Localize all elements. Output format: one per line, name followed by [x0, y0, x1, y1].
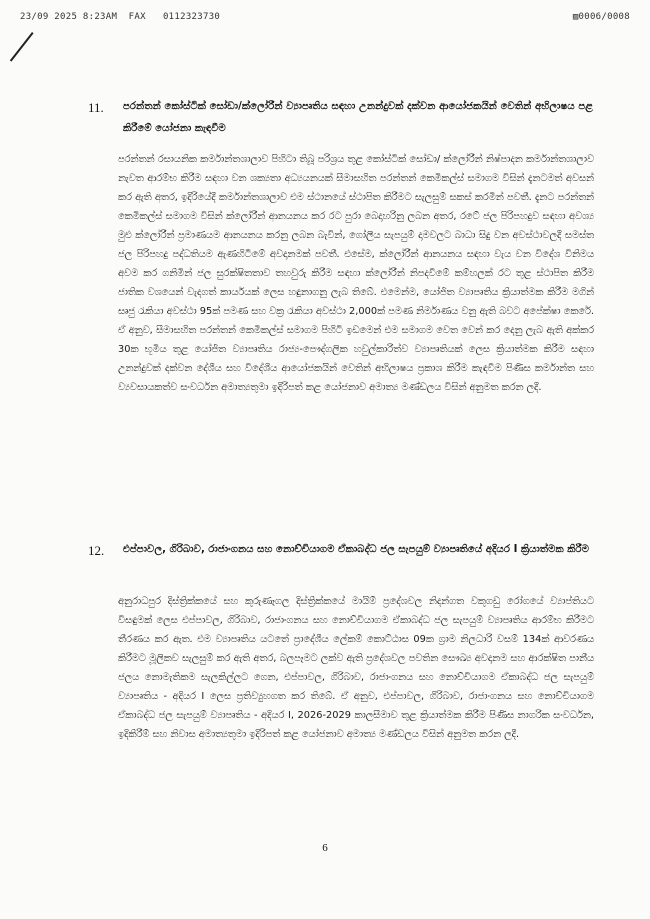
fax-page-counter: ▨0006/0008	[572, 12, 630, 22]
section-title: එප්පාවල, ගිරිබාව, රාජාංගනය සහ නොච්චියාගම ඒකාබද්ධ ජල සැපයුම් ව්‍යාපෘතියේ අදියර I ක්‍රියාත්මක කිරීම	[123, 544, 590, 555]
section-title: පරන්තන් කෝස්ටික් සෝඩා/ක්ලෝරීන් ව්‍යාපෘතිය සඳහා උනන්දුවක් දක්වන ආයෝජකයින් වෙතින් අභිලාෂය පළ කිරීමේ යෝජනා කැඳවීම	[123, 101, 593, 134]
page-number: 6	[322, 842, 328, 854]
section-body: අනුරාධපුර දිස්ත්‍රික්කයේ සහ කුරුණෑගල දිස්ත්‍රික්කයේ මායිම් ප්‍රදේශවල නිදන්ගත වකුගඩු රෝගයේ ව්‍යාප්තියට විසඳුමක් ලෙස එප්පාවල, ගිරිබාව, රාජාංගනය සහ නොච්චියාගම ඒකාබද්ධ ජල සැපයුම් ව්‍යාපෘතිය ආරම්භ කිරීමට තීරණය කර ඇත. එම ව්‍යාපෘතිය යටතේ ප්‍රාදේශීය ලේකම් කොට්ඨාස 09ක ග්‍රාම නිලධාරි වසම් 134ක් ආවරණය කිරීමට මූලිකව සැලසුම් කර ඇති අතර, බලපෑමට ලක්ව ඇති ප්‍රදේශවල පවතින සෞඛ්‍ය අවදානම සහ ආරක්ෂිත පානීය ජලය නොමැතිකම සැලකිල්ලට ගෙන, එප්පාවල, ගිරිබාව, රාජාංගනය සහ නොච්චියාගම ඒකාබද්ධ ජල සැපයුම් ව්‍යාපෘතිය - අදියර I ලෙස ප්‍රතිව්‍යුහගත කර තිබේ. ඒ අනුව, එප්පාවල, ගිරිබාව, රාජාංගනය සහ නොච්චියාගම ඒකාබද්ධ ජල සැපයුම් ව්‍යාපෘතිය - අදියර I, 2026-2029 කාලසීමාව තුළ ක්‍රියාත්මක කිරීම පිණිස නාගරික සංවර්ධන, ඉදිකිරීම් සහ නිවාස අමාත්‍යතුමා ඉදිරිපත් කළ යෝජනාව අමාත්‍ය මණ්ඩලය විසින් අනුමත කරන ලදී.	[118, 596, 594, 740]
section-number: 11.	[88, 100, 104, 115]
fax-transmission-line: 23/09 2025 8:23AM FAX 0112323730	[20, 12, 221, 22]
section-number: 12.	[88, 543, 105, 558]
pen-mark	[10, 32, 34, 62]
section-body: පරන්තන් රසායනික කර්මාන්තශාලාව පිහිටා තිබූ පරිශ්‍රය තුළ කෝස්ටික් සෝඩා/ ක්ලෝරීන් නිෂ්පාදන කර්මාන්තශාලාව නැවත ආරම්භ කිරීම සඳහා වන ශක්‍යතා අධ්‍යයනයක් සීමාසහිත පරන්තන් කෙමිකල්ස් සමාගම විසින් දැනටමත් අවසන් කර ඇති අතර, ඉදිරියේදී කර්මාන්තශාලාව එම ස්ථානයේ ස්ථාපිත කිරීමට සැලසුම් සකස් කරමින් පවතී. දැනට පරන්තන් කෙමිකල්ස් සමාගම විසින් ක්ලෝරීන් ආනයනය කර රට පුරා බෙදාහරිනු ලබන අතර, රටේ ජල පිරිපහදුව සඳහා අවශ්‍ය මුළු ක්ලෝරීන් ප්‍රමාණයම ආනයනය කරනු ලබන බැවින්, ගෝලීය සැපයුම් දාමවලට බාධා සිදු වන අවස්ථාවලදී සමස්ත ජල පිරිපහදු පද්ධතියම ඇණහිටීමේ අවදානමක් පවතී. එසේම, ක්ලෝරීන් ආනයනය සඳහා වැය වන විදේශ විනිමය අවම කර ගනිමින් ජල සුරක්ෂිතතාව තහවුරු කිරීම සඳහා ක්ලෝරීන් නිපදවීමේ කම්හලක් රට තුළ ස්ථාපිත කිරීම ජාතික වශයෙන් වැදගත් කාර්යයක් ලෙස හඳුනාගනු ලැබ තිබේ. එමෙන්ම, යෝජිත ව්‍යාපෘතිය ක්‍රියාත්මක කිරීම මගින් සෘජු රැකියා අවස්ථා 95ක් පමණ සහ වක්‍ර රැකියා අවස්ථා 2,000ක් පමණ නිර්මාණය වනු ඇති බවට අපේක්ෂා කෙරේ. ඒ අනුව, සීමාසහිත පරන්තන් කෙමිකල්ස් සමාගම පිහිටි ඉඩමෙන් එම සමාගම වෙත වෙන් කර දෙනු ලැබ ඇති අක්කර 30ක භූමිය තුළ යෝජිත ව්‍යාපෘතිය රාජ්‍ය-පෞද්ගලික හවුල්කාරිත්ව ව්‍යාපෘතියක් ලෙස ක්‍රියාත්මක කිරීම සඳහා උනන්දුවක් දක්වන දේශීය සහ විදේශීය ආයෝජකයින් වෙතින් අභිලාෂය ප්‍රකාශ කිරීම කැඳවීම පිණිස කර්මාන්ත සහ ව්‍යවසායකත්ව සංවර්ධන අමාත්‍යතුමා ඉදිරිපත් කළ යෝජනාව අමාත්‍ය මණ්ඩලය විසින් අනුමත කරන ලදී.	[118, 154, 594, 393]
